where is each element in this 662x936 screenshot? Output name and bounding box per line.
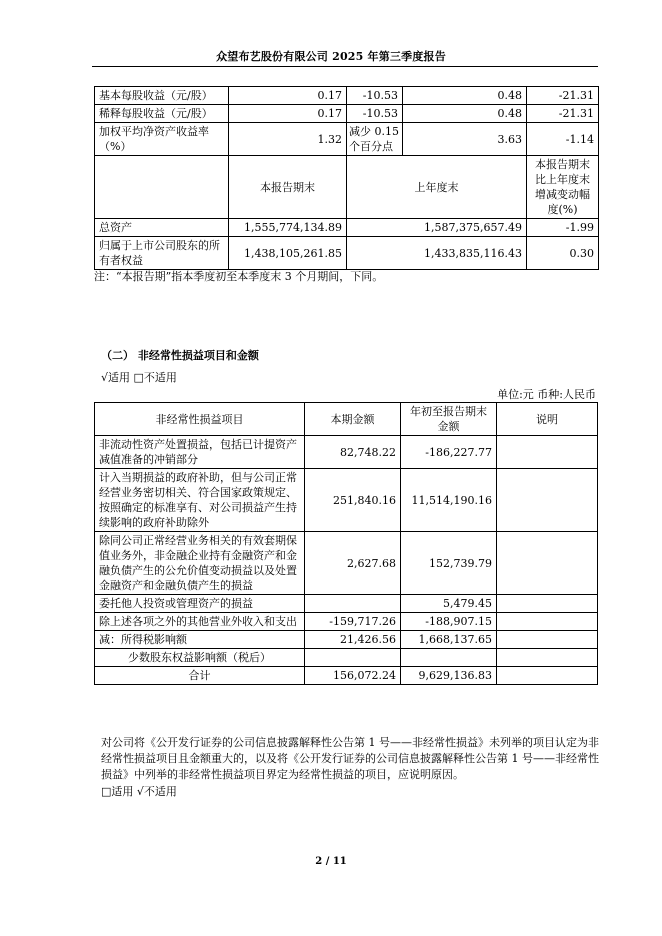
cell-note	[497, 631, 598, 649]
row-label: 稀释每股收益（元/股）	[95, 105, 229, 123]
total-label: 合计	[95, 667, 305, 685]
table-row	[95, 219, 599, 237]
table-row	[95, 631, 598, 649]
table-subheader-row	[95, 156, 599, 219]
column-header: 上年度末	[347, 156, 527, 219]
cell-value: 1,668,137.65	[401, 631, 497, 649]
report-header: 众望布艺股份有限公司 2025 年第三季度报告	[216, 50, 446, 63]
cell-value: -21.31	[527, 105, 599, 123]
cell-note	[497, 532, 598, 595]
item-label: 非流动性资产处置损益，包括已计提资产减值准备的冲销部分	[95, 436, 305, 469]
cell-note	[497, 436, 598, 469]
cell-value: 3.63	[403, 123, 527, 156]
cell-value: -10.53	[347, 87, 403, 105]
cell-value: 0.48	[403, 87, 527, 105]
table-row	[95, 237, 599, 270]
cell-value: 21,426.56	[305, 631, 401, 649]
cell-value: 0.48	[403, 105, 527, 123]
page-number: 2 / 11	[315, 856, 347, 867]
cell-value: 2,627.68	[305, 532, 401, 595]
column-header: 说明	[497, 403, 598, 436]
item-label: 计入当期损益的政府补助，但与公司正常经营业务密切相关、符合国家政策规定、按照确定的标准享有、对公司损益产生持续影响的政府补助除外	[95, 469, 305, 532]
cell-value: 减少 0.15 个百分点	[347, 123, 403, 156]
item-label: 减：所得税影响额	[95, 631, 305, 649]
footnote: 注：“本报告期”指本季度初至本季度末 3 个月期间，下同。	[94, 270, 384, 283]
cell-value: -159,717.26	[305, 613, 401, 631]
cell-note	[497, 667, 598, 685]
applicability-check-2: □适用 √不适用	[101, 785, 177, 798]
cell-value	[305, 595, 401, 613]
empty-cell	[95, 156, 229, 219]
cell-note	[497, 469, 598, 532]
row-label: 归属于上市公司股东的所有者权益	[95, 237, 229, 270]
item-label: 除上述各项之外的其他营业外收入和支出	[95, 613, 305, 631]
item-label: 除同公司正常经营业务相关的有效套期保值业务外，非金融企业持有金融资产和金融负债产生的公允价值变动损益以及处置金融资产和金融负债产生的损益	[95, 532, 305, 595]
cell-value: -1.14	[527, 123, 599, 156]
cell-value: 1,433,835,116.43	[347, 237, 527, 270]
table-row	[95, 649, 598, 667]
column-header: 非经常性损益项目	[95, 403, 305, 436]
financial-indicators-table	[94, 86, 599, 270]
cell-note	[497, 613, 598, 631]
unit-currency: 单位:元 币种:人民币	[497, 388, 596, 401]
cell-value: 9,629,136.83	[401, 667, 497, 685]
cell-value	[401, 649, 497, 667]
row-label: 总资产	[95, 219, 229, 237]
cell-value: 156,072.24	[305, 667, 401, 685]
cell-value: 152,739.79	[401, 532, 497, 595]
cell-value: 0.17	[229, 87, 347, 105]
row-label: 基本每股收益（元/股）	[95, 87, 229, 105]
cell-value: -1.99	[527, 219, 599, 237]
table-row	[95, 123, 599, 156]
item-label: 少数股东权益影响额（税后）	[95, 649, 305, 667]
column-header: 本期金额	[305, 403, 401, 436]
cell-value: 1,587,375,657.49	[347, 219, 527, 237]
cell-value: 0.30	[527, 237, 599, 270]
cell-value: -186,227.77	[401, 436, 497, 469]
table-row	[95, 87, 599, 105]
row-label: 加权平均净资产收益率（%）	[95, 123, 229, 156]
table-row	[95, 105, 599, 123]
non-recurring-gains-table	[94, 402, 598, 685]
cell-value	[305, 649, 401, 667]
cell-note	[497, 649, 598, 667]
cell-value: 11,514,190.16	[401, 469, 497, 532]
table-row	[95, 436, 598, 469]
section-title: （二） 非经常性损益项目和金额	[101, 349, 259, 362]
cell-value: 82,748.22	[305, 436, 401, 469]
cell-value: 1.32	[229, 123, 347, 156]
table-row	[95, 613, 598, 631]
cell-value: -21.31	[527, 87, 599, 105]
column-header: 年初至报告期末金额	[401, 403, 497, 436]
cell-value: 1,555,774,134.89	[229, 219, 347, 237]
table-row	[95, 532, 598, 595]
explanation-paragraph: 对公司将《公开发行证券的公司信息披露解释性公告第 1 号——非经常性损益》未列举的项目认定为非经常性损益项目且金额重大的，以及将《公开发行证券的公司信息披露解释性公告第 1 号——非经常性损益》中列举的非经常性损益项目界定为经常性损益的项目，应说明原因。	[101, 736, 599, 781]
cell-value: -10.53	[347, 105, 403, 123]
item-label: 委托他人投资或管理资产的损益	[95, 595, 305, 613]
cell-note	[497, 595, 598, 613]
column-header: 本报告期末	[229, 156, 347, 219]
table-total-row	[95, 667, 598, 685]
applicability-check: √适用 □不适用	[101, 371, 177, 384]
cell-value: 5,479.45	[401, 595, 497, 613]
column-header: 本报告期末比上年度末增减变动幅度(%)	[527, 156, 599, 219]
cell-value: 1,438,105,261.85	[229, 237, 347, 270]
table-row	[95, 595, 598, 613]
table-row	[95, 469, 598, 532]
header-divider	[92, 66, 598, 67]
cell-value: 0.17	[229, 105, 347, 123]
cell-value: -188,907.15	[401, 613, 497, 631]
table-header-row	[95, 403, 598, 436]
cell-value: 251,840.16	[305, 469, 401, 532]
